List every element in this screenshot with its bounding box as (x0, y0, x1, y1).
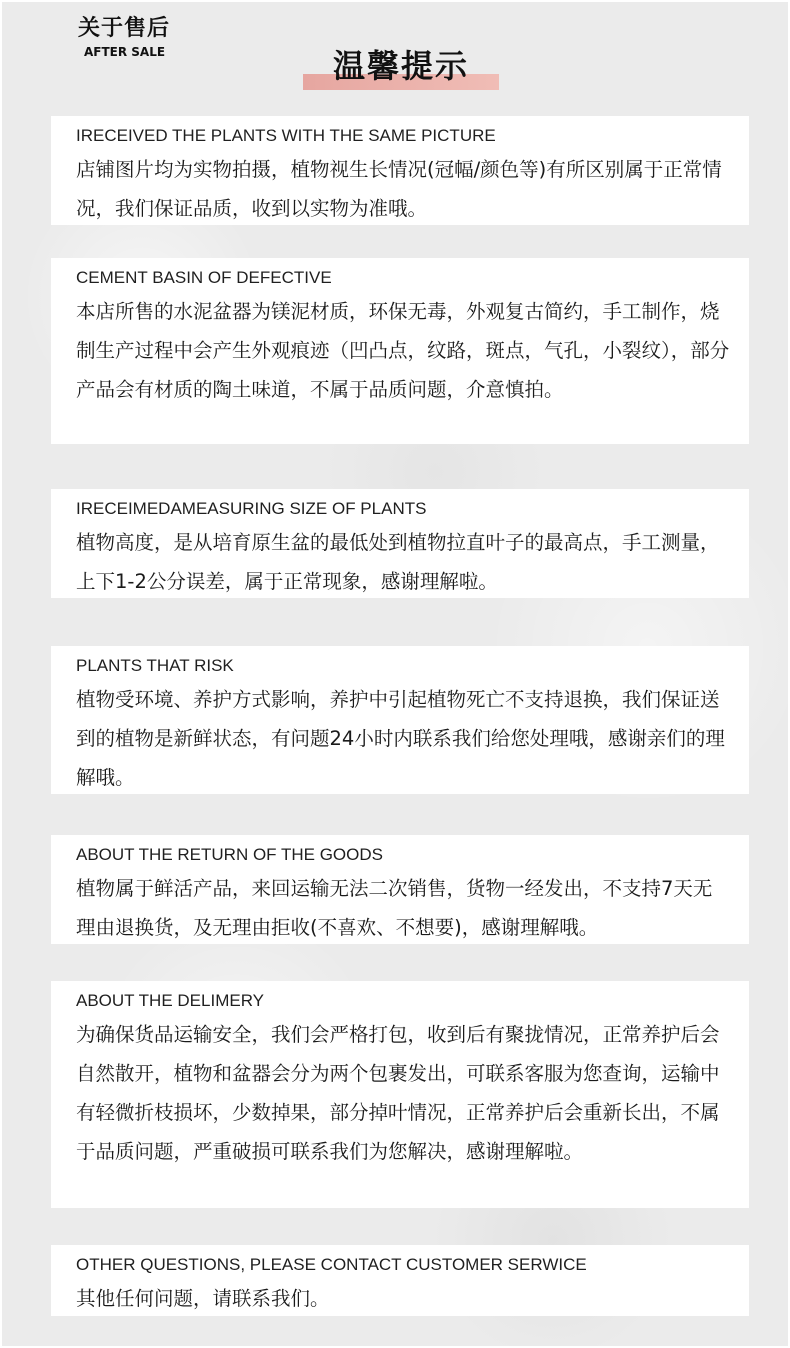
brand-title-cn: 关于售后 (78, 16, 171, 41)
card-body: 植物高度，是从培育原生盆的最低处到植物拉直叶子的最高点，手工测量，上下1-2公分误差，属于正常现象，感谢理解啦。 (76, 531, 720, 593)
card-title: ABOUT THE RETURN OF THE GOODS (76, 845, 383, 864)
card-title: IRECEIMEDAMEASURING SIZE OF PLANTS (76, 499, 427, 518)
notice-card-plant-size (51, 489, 749, 598)
notice-card-same-picture (51, 116, 749, 225)
notice-card-other-questions (51, 1245, 749, 1316)
card-body: 其他任何问题，请联系我们。 (76, 1287, 330, 1310)
brand-block (78, 14, 170, 60)
page-heading (303, 44, 499, 92)
card-body: 店铺图片均为实物拍摄，植物视生长情况(冠幅/颜色等)有所区别属于正常情况，我们保证品质，收到以实物为准哦。 (76, 158, 722, 220)
brand-title-en: AFTER SALE (84, 45, 166, 59)
card-title: CEMENT BASIN OF DEFECTIVE (76, 268, 332, 287)
notice-card-delivery (51, 981, 749, 1208)
notice-card-plant-risk (51, 646, 749, 794)
card-title: OTHER QUESTIONS, PLEASE CONTACT CUSTOMER SERWICE (76, 1255, 587, 1274)
card-title: IRECEIVED THE PLANTS WITH THE SAME PICTURE (76, 126, 496, 145)
notice-card-cement-basin (51, 258, 749, 444)
card-body: 为确保货品运输安全，我们会严格打包，收到后有聚拢情况，正常养护后会自然散开，植物和盆器会分为两个包裹发出，可联系客服为您查询，运输中有轻微折枝损坏，少数掉果，部分掉叶情况，正常养护后会重新长出，不属于品质问题，严重破损可联系我们为您解决，感谢理解啦。 (76, 1023, 720, 1163)
card-title: ABOUT THE DELIMERY (76, 991, 264, 1010)
card-body: 植物属于鲜活产品，来回运输无法二次销售，货物一经发出，不支持7天无理由退换货，及无理由拒收(不喜欢、不想要)，感谢理解哦。 (76, 877, 713, 939)
card-body: 本店所售的水泥盆器为镁泥材质，环保无毒，外观复古简约，手工制作，烧制生产过程中会产生外观痕迹（凹凸点，纹路，斑点，气孔，小裂纹），部分产品会有材质的陶土味道，不属于品质问题，介意慎拍。 (76, 300, 730, 401)
card-body: 植物受环境、养护方式影响，养护中引起植物死亡不支持退换，我们保证送到的植物是新鲜状态，有问题24小时内联系我们给您处理哦，感谢亲们的理解哦。 (76, 688, 725, 789)
page-title: 温馨提示 (332, 47, 469, 85)
card-title: PLANTS THAT RISK (76, 656, 234, 675)
notice-card-return-goods (51, 835, 749, 944)
